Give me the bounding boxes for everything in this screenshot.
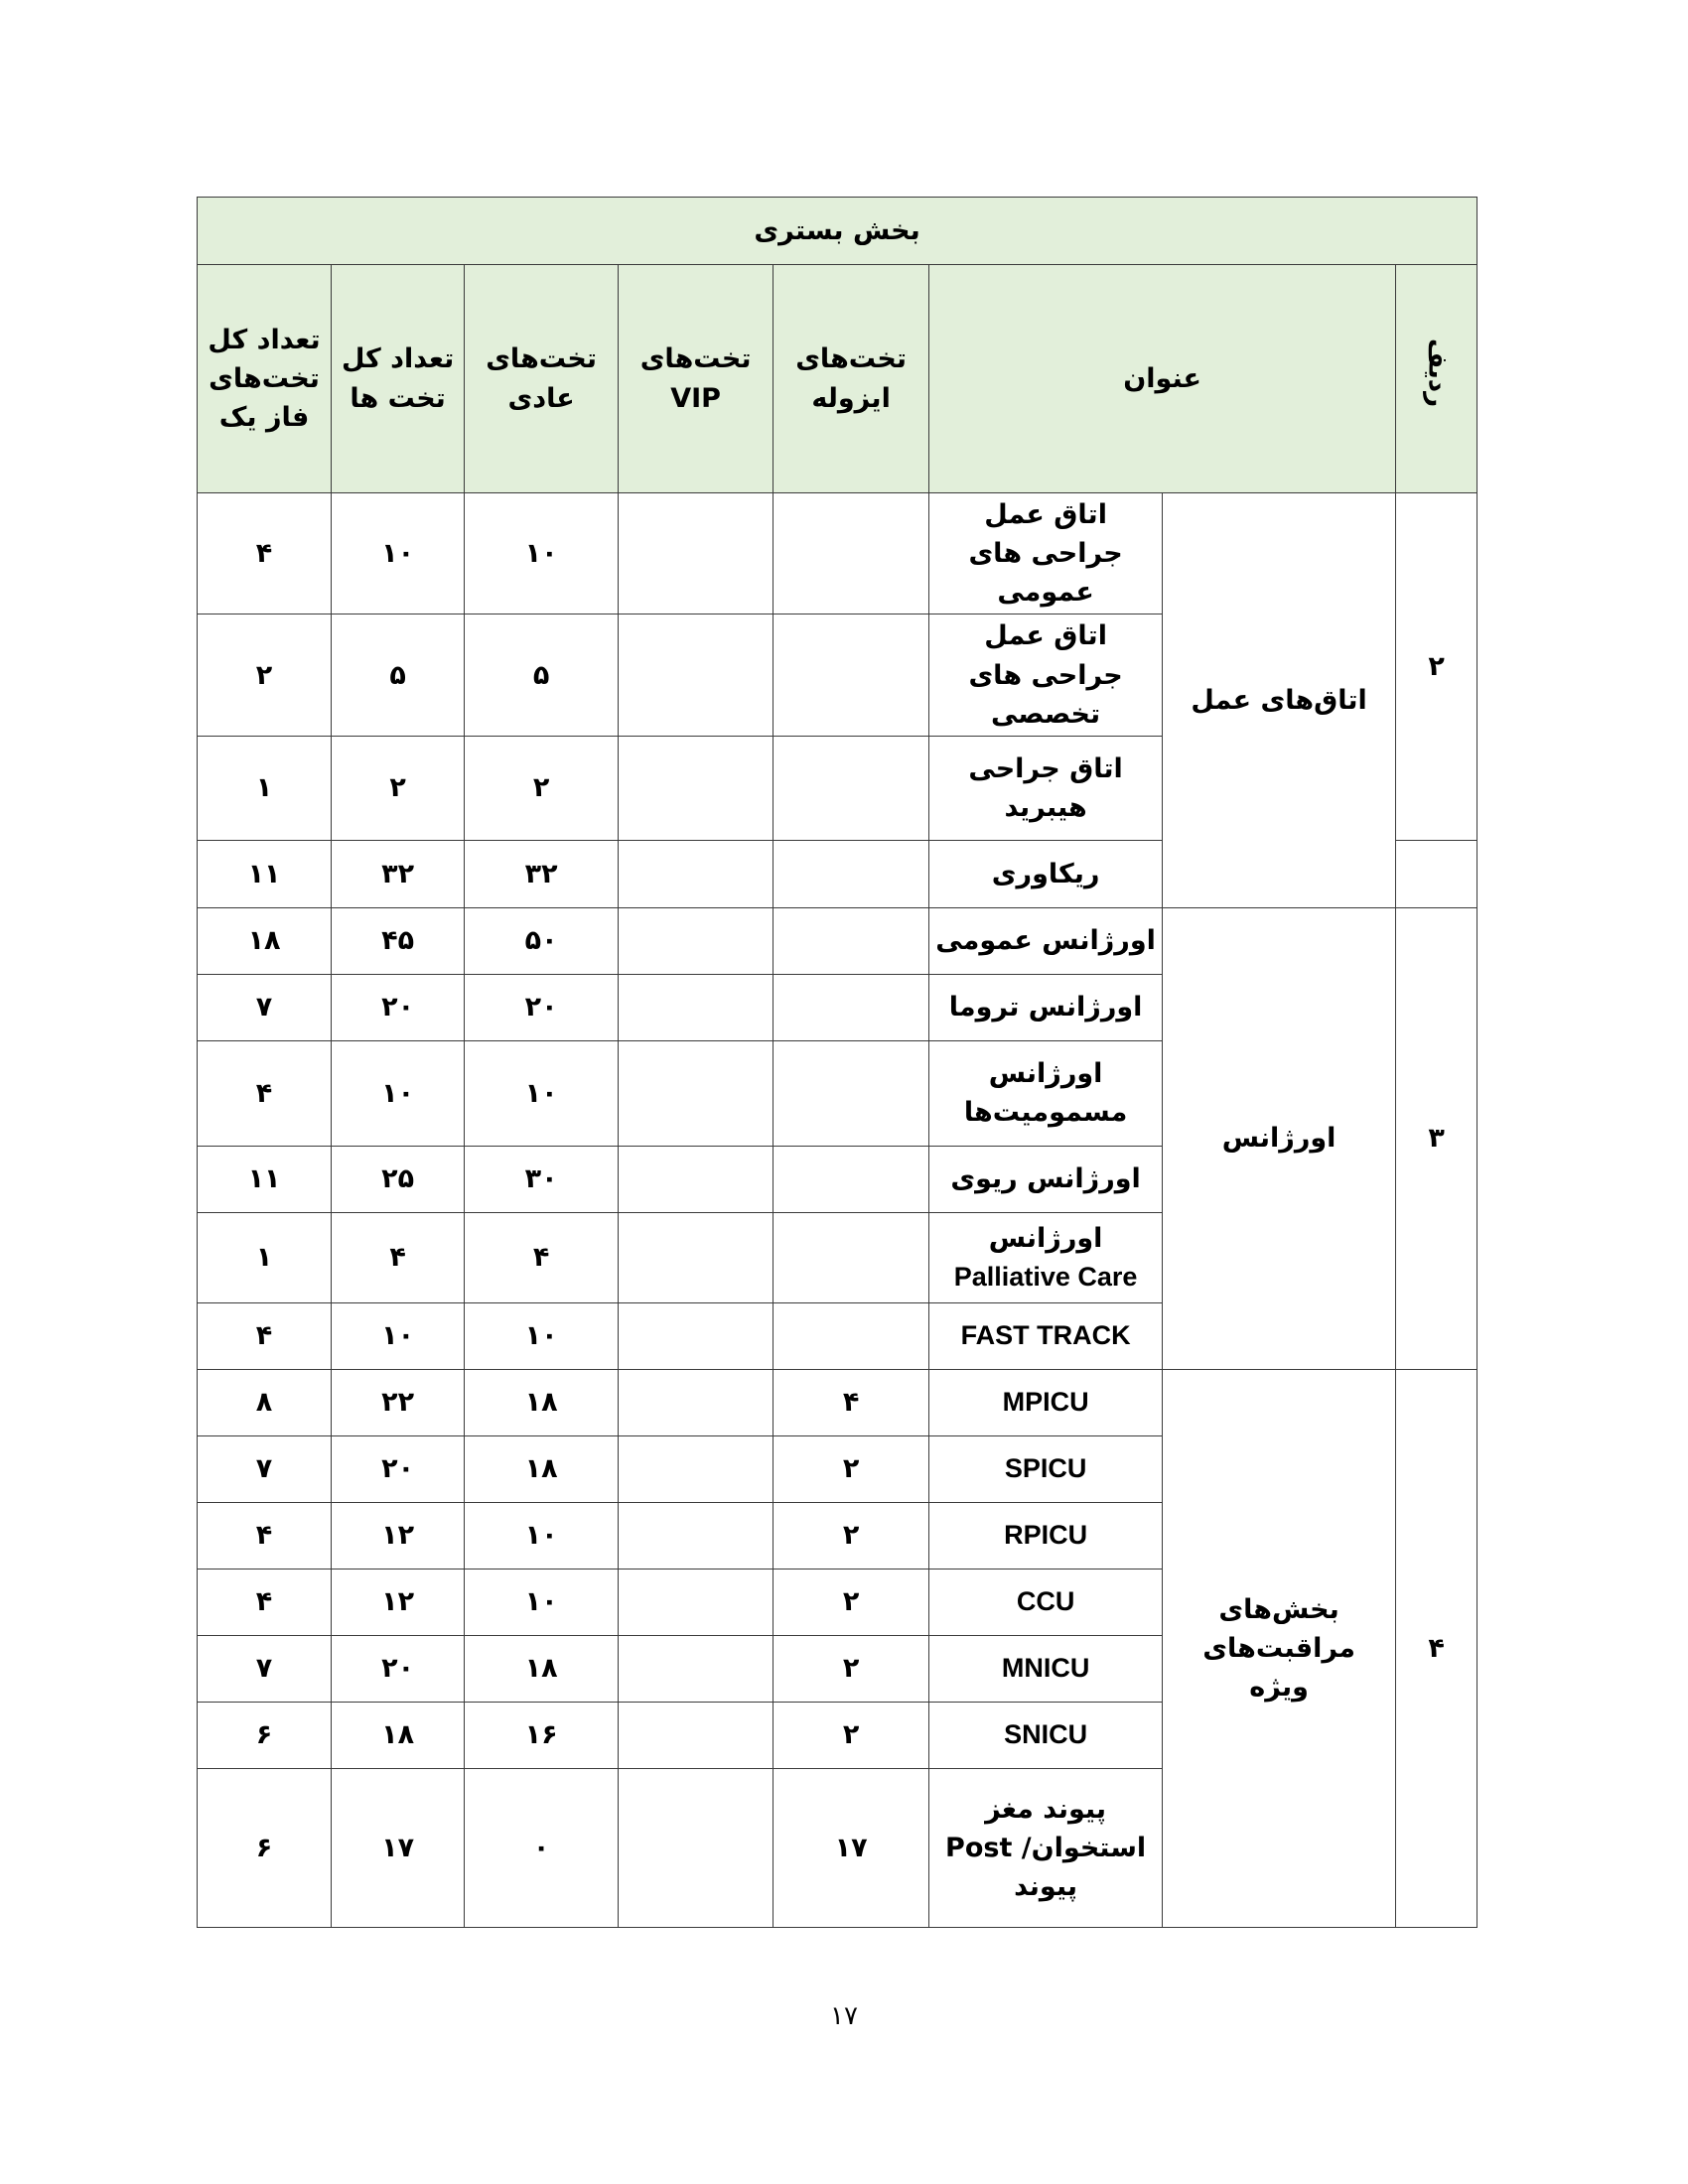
isolation-beds-cell [774, 736, 929, 840]
isolation-beds-cell: ۴ [774, 1369, 929, 1435]
unit-title-latin: Palliative Care [953, 1261, 1138, 1292]
row-number: ۲ [1396, 493, 1477, 841]
total-beds-cell: ۴۵ [332, 907, 465, 974]
normal-beds-cell: ۱۰ [465, 1302, 619, 1369]
isolation-beds-cell [774, 614, 929, 736]
unit-title-cell [929, 1302, 1163, 1369]
total-beds-cell: ۱۲ [332, 1569, 465, 1635]
isolation-beds-cell [774, 493, 929, 614]
normal-beds-cell: ۳۲ [465, 840, 619, 907]
vip-beds-cell [619, 614, 774, 736]
unit-title-cell [929, 736, 1163, 840]
unit-title-cell [929, 1146, 1163, 1212]
isolation-beds-cell [774, 840, 929, 907]
normal-beds-cell: ۰ [465, 1768, 619, 1927]
normal-beds-cell: ۱۸ [465, 1635, 619, 1702]
unit-title-cell [929, 907, 1163, 974]
unit-title-cell [929, 1502, 1163, 1569]
vip-beds-cell [619, 1369, 774, 1435]
total-beds-cell: ۲۵ [332, 1146, 465, 1212]
page-number: ۱۷ [830, 2001, 858, 2031]
isolation-beds-cell [774, 1212, 929, 1302]
unit-title: اورژانس ریوی [950, 1163, 1141, 1195]
phase1-total-cell: ۸ [198, 1369, 332, 1435]
normal-beds-cell: ۱۰ [465, 1040, 619, 1146]
total-beds-cell: ۲۲ [332, 1369, 465, 1435]
normal-beds-cell: ۲۰ [465, 974, 619, 1040]
isolation-beds-cell: ۲ [774, 1502, 929, 1569]
normal-beds-cell: ۳۰ [465, 1146, 619, 1212]
unit-title-cell [929, 1702, 1163, 1768]
phase1-total-cell: ۴ [198, 1569, 332, 1635]
phase1-total-cell: ۴ [198, 1040, 332, 1146]
total-beds-cell: ۲۰ [332, 974, 465, 1040]
vip-beds-cell [619, 1302, 774, 1369]
unit-title-cell [929, 840, 1163, 907]
category-cell: اورژانس [1163, 907, 1396, 1369]
unit-title-cell [929, 1040, 1163, 1146]
phase1-total-cell: ۱۱ [198, 840, 332, 907]
unit-title-cell [929, 1635, 1163, 1702]
isolation-beds-cell [774, 974, 929, 1040]
header-vip-beds: تخت‌های VIP [619, 265, 774, 493]
isolation-beds-cell [774, 1040, 929, 1146]
normal-beds-cell: ۱۸ [465, 1369, 619, 1435]
total-beds-cell: ۳۲ [332, 840, 465, 907]
vip-beds-cell [619, 1435, 774, 1502]
vip-beds-cell [619, 1146, 774, 1212]
total-beds-cell: ۲۰ [332, 1435, 465, 1502]
normal-beds-cell: ۱۰ [465, 1502, 619, 1569]
unit-title-cell [929, 614, 1163, 736]
total-beds-cell: ۱۰ [332, 1040, 465, 1146]
row-number: ۴ [1396, 1369, 1477, 1927]
vip-beds-cell [619, 974, 774, 1040]
vip-beds-cell [619, 493, 774, 614]
total-beds-cell: ۲۰ [332, 1635, 465, 1702]
header-normal-beds: تخت‌های عادی [465, 265, 619, 493]
total-beds-cell: ۲ [332, 736, 465, 840]
header-isolation-beds: تخت‌های ایزوله [774, 265, 929, 493]
normal-beds-cell: ۱۰ [465, 1569, 619, 1635]
unit-title: پیوند مغز استخوان/ Post پیوند [945, 1793, 1147, 1902]
header-row-number [1396, 265, 1477, 493]
category-cell: اتاق‌های عمل [1163, 493, 1396, 908]
unit-title: اورژانس عمومی [935, 925, 1156, 957]
vip-beds-cell [619, 1702, 774, 1768]
unit-title-latin: FAST TRACK [960, 1320, 1131, 1351]
unit-title: اورژانس مسمومیت‌ها [963, 1058, 1128, 1129]
normal-beds-cell: ۲ [465, 736, 619, 840]
isolation-beds-cell: ۲ [774, 1702, 929, 1768]
inpatient-beds-table [197, 197, 1477, 1928]
unit-title-cell [929, 1369, 1163, 1435]
unit-title-latin: SNICU [1004, 1719, 1088, 1750]
unit-title-latin: MPICU [1002, 1387, 1089, 1418]
phase1-total-cell: ۴ [198, 1502, 332, 1569]
unit-title: اتاق عمل جراحی های تخصصی [968, 620, 1123, 730]
unit-title-cell [929, 1569, 1163, 1635]
phase1-total-cell: ۴ [198, 493, 332, 614]
vip-beds-cell [619, 1502, 774, 1569]
unit-title: اورژانس [988, 1222, 1103, 1254]
vip-beds-cell [619, 736, 774, 840]
phase1-total-cell: ۴ [198, 1302, 332, 1369]
total-beds-cell: ۱۸ [332, 1702, 465, 1768]
phase1-total-cell: ۷ [198, 1435, 332, 1502]
isolation-beds-cell [774, 907, 929, 974]
phase1-total-cell: ۱۱ [198, 1146, 332, 1212]
table-title: بخش بستری [198, 198, 1477, 265]
unit-title-cell [929, 1212, 1163, 1302]
vip-beds-cell [619, 1569, 774, 1635]
phase1-total-cell: ۶ [198, 1768, 332, 1927]
normal-beds-cell: ۵ [465, 614, 619, 736]
unit-title-latin: CCU [1016, 1586, 1075, 1617]
total-beds-cell: ۱۲ [332, 1502, 465, 1569]
vip-beds-cell [619, 1768, 774, 1927]
row-number: ۳ [1396, 907, 1477, 1369]
isolation-beds-cell [774, 1146, 929, 1212]
phase1-total-cell: ۷ [198, 1635, 332, 1702]
normal-beds-cell: ۱۰ [465, 493, 619, 614]
total-beds-cell: ۱۰ [332, 1302, 465, 1369]
total-beds-cell: ۱۷ [332, 1768, 465, 1927]
phase1-total-cell: ۱۸ [198, 907, 332, 974]
unit-title: اتاق عمل جراحی های عمومی [968, 499, 1123, 609]
phase1-total-cell: ۷ [198, 974, 332, 1040]
header-phase1-total: تعداد کل تخت‌های فاز یک [198, 265, 332, 493]
vip-beds-cell [619, 907, 774, 974]
unit-title-latin: SPICU [1004, 1453, 1087, 1484]
isolation-beds-cell: ۲ [774, 1635, 929, 1702]
header-row-number-label: ردیف [1422, 339, 1453, 408]
unit-title: اتاق جراحی هیبرید [968, 752, 1123, 823]
total-beds-cell: ۱۰ [332, 493, 465, 614]
isolation-beds-cell [774, 1302, 929, 1369]
header-total-beds: تعداد کل تخت ها [332, 265, 465, 493]
vip-beds-cell [619, 1212, 774, 1302]
normal-beds-cell: ۴ [465, 1212, 619, 1302]
table-body [198, 493, 1477, 1928]
unit-title-cell [929, 493, 1163, 614]
total-beds-cell: ۵ [332, 614, 465, 736]
phase1-total-cell: ۲ [198, 614, 332, 736]
vip-beds-cell [619, 1635, 774, 1702]
unit-title: اورژانس تروما [948, 992, 1143, 1024]
vip-beds-cell [619, 840, 774, 907]
phase1-total-cell: ۱ [198, 1212, 332, 1302]
table-row [198, 493, 1477, 614]
phase1-total-cell: ۱ [198, 736, 332, 840]
unit-title-latin: RPICU [1004, 1520, 1088, 1551]
isolation-beds-cell: ۲ [774, 1569, 929, 1635]
table-row [198, 1369, 1477, 1435]
phase1-total-cell: ۶ [198, 1702, 332, 1768]
isolation-beds-cell: ۲ [774, 1435, 929, 1502]
total-beds-cell: ۴ [332, 1212, 465, 1302]
isolation-beds-cell: ۱۷ [774, 1768, 929, 1927]
normal-beds-cell: ۵۰ [465, 907, 619, 974]
unit-title-cell [929, 1435, 1163, 1502]
unit-title-cell [929, 974, 1163, 1040]
vip-beds-cell [619, 1040, 774, 1146]
unit-title-cell [929, 1768, 1163, 1927]
header-title: عنوان [929, 265, 1396, 493]
row-number-empty [1396, 840, 1477, 907]
table-row [198, 907, 1477, 974]
category-cell: بخش‌های مراقبت‌های ویژه [1163, 1369, 1396, 1927]
unit-title: ریکاوری [991, 858, 1100, 889]
unit-title-latin: MNICU [1001, 1653, 1090, 1684]
normal-beds-cell: ۱۸ [465, 1435, 619, 1502]
normal-beds-cell: ۱۶ [465, 1702, 619, 1768]
